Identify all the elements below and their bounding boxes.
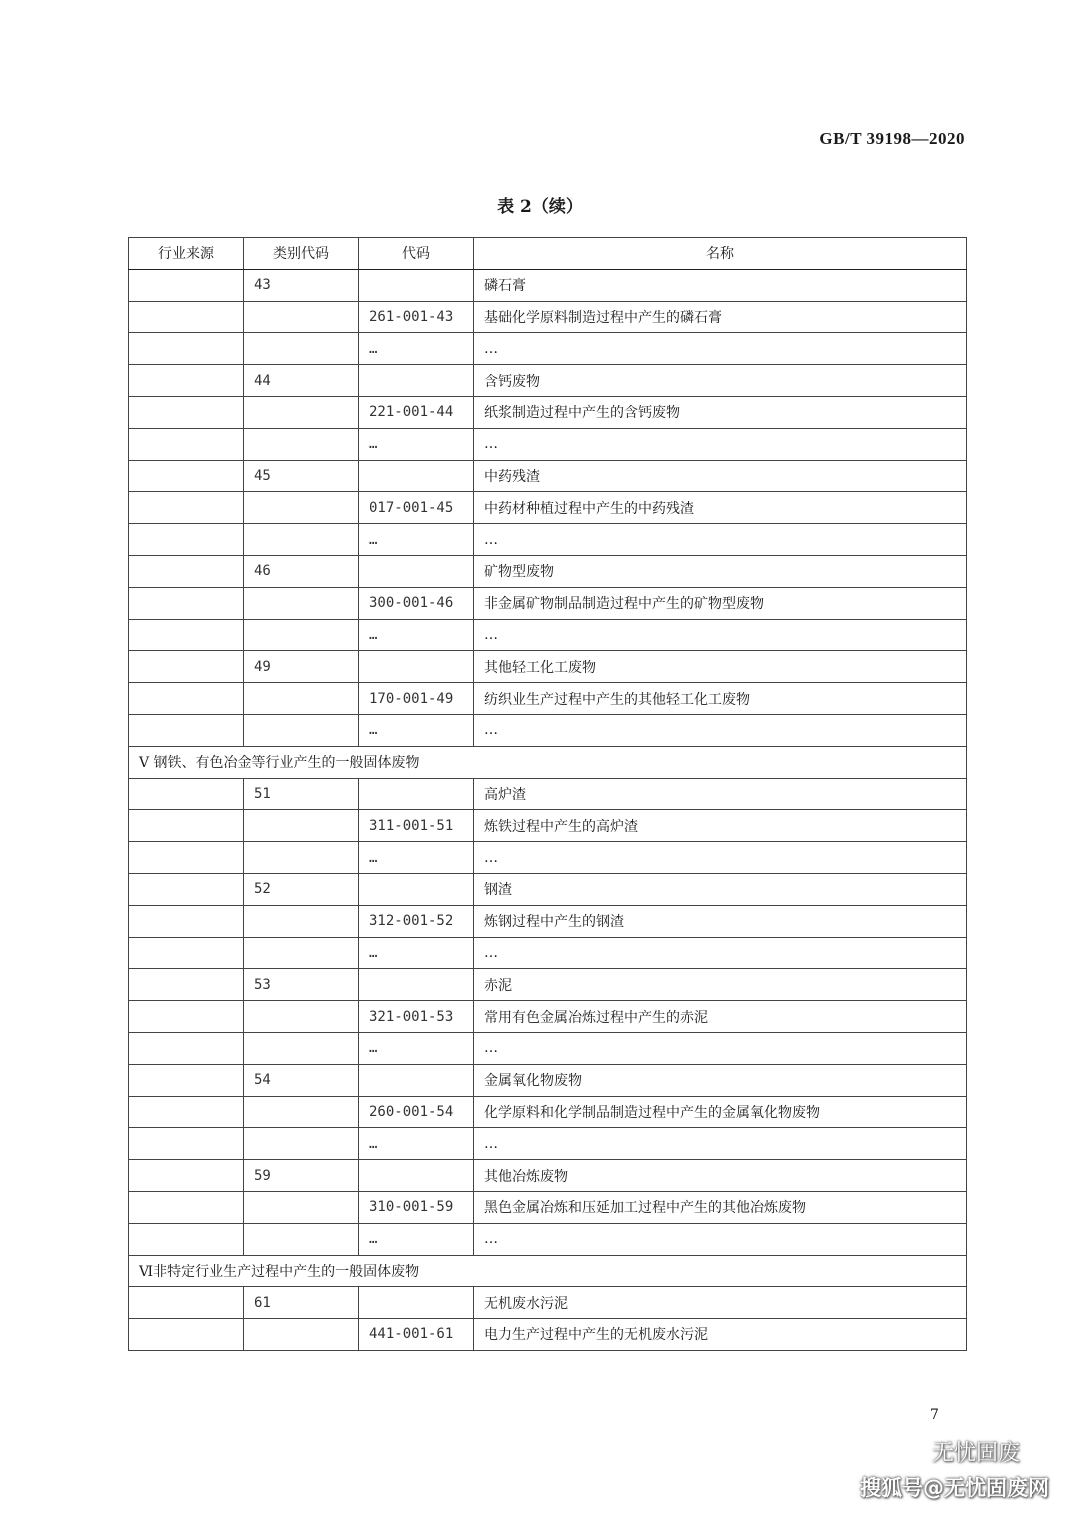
cell-category-code [244, 1319, 359, 1351]
cell-code: … [359, 524, 474, 556]
cell-name: … [474, 333, 967, 365]
cell-industry-source [129, 587, 244, 619]
cell-industry-source [129, 301, 244, 333]
cell-code: … [359, 714, 474, 746]
table-row [129, 492, 967, 524]
cell-code [359, 969, 474, 1001]
cell-industry-source [129, 269, 244, 301]
column-header-code: 代码 [359, 238, 474, 270]
cell-code [359, 651, 474, 683]
cell-industry-source [129, 1064, 244, 1096]
cell-name: 无机废水污泥 [474, 1287, 967, 1319]
cell-industry-source [129, 1096, 244, 1128]
cell-category-code [244, 492, 359, 524]
cell-category-code [244, 842, 359, 874]
cell-name: 中药材种植过程中产生的中药残渣 [474, 492, 967, 524]
table-row [129, 651, 967, 683]
table-row [129, 1096, 967, 1128]
cell-industry-source [129, 1287, 244, 1319]
table-body [129, 269, 967, 1350]
table-row [129, 683, 967, 715]
cell-code [359, 365, 474, 397]
cell-code: 300-001-46 [359, 587, 474, 619]
cell-industry-source [129, 651, 244, 683]
cell-industry-source [129, 555, 244, 587]
cell-category-code [244, 524, 359, 556]
cell-code: 441-001-61 [359, 1319, 474, 1351]
cell-category-code: 61 [244, 1287, 359, 1319]
table-row [129, 778, 967, 810]
column-header-category-code: 类别代码 [244, 238, 359, 270]
cell-industry-source [129, 492, 244, 524]
cell-industry-source [129, 842, 244, 874]
watermark [860, 1432, 1070, 1522]
cell-name: … [474, 1223, 967, 1255]
table-row [129, 301, 967, 333]
cell-industry-source [129, 1223, 244, 1255]
table-row [129, 524, 967, 556]
cell-name: 炼铁过程中产生的高炉渣 [474, 810, 967, 842]
cell-code [359, 1287, 474, 1319]
table-row [129, 365, 967, 397]
cell-category-code: 46 [244, 555, 359, 587]
table-row [129, 873, 967, 905]
cell-code: 170-001-49 [359, 683, 474, 715]
table-row [129, 333, 967, 365]
cell-name: 矿物型废物 [474, 555, 967, 587]
cell-industry-source [129, 428, 244, 460]
table-row [129, 460, 967, 492]
cell-code: 311-001-51 [359, 810, 474, 842]
cell-category-code: 51 [244, 778, 359, 810]
table-row [129, 1191, 967, 1223]
cell-category-code [244, 428, 359, 460]
cell-code [359, 873, 474, 905]
table-header-row [129, 238, 967, 270]
cell-code: … [359, 842, 474, 874]
table-row [129, 1064, 967, 1096]
cell-category-code [244, 587, 359, 619]
cell-industry-source [129, 873, 244, 905]
cell-name: 纸浆制造过程中产生的含钙废物 [474, 396, 967, 428]
cell-industry-source [129, 905, 244, 937]
cell-name: … [474, 619, 967, 651]
cell-code [359, 1064, 474, 1096]
cell-name: 赤泥 [474, 969, 967, 1001]
cell-name: 金属氧化物废物 [474, 1064, 967, 1096]
cell-name: … [474, 524, 967, 556]
table-row [129, 1128, 967, 1160]
table-row [129, 905, 967, 937]
cell-code [359, 555, 474, 587]
cell-name: … [474, 1032, 967, 1064]
cell-category-code [244, 301, 359, 333]
cell-industry-source [129, 1160, 244, 1192]
table-row [129, 1319, 967, 1351]
cell-code: 310-001-59 [359, 1191, 474, 1223]
cell-code: … [359, 1128, 474, 1160]
cell-code: 221-001-44 [359, 396, 474, 428]
cell-industry-source [129, 1128, 244, 1160]
cell-category-code [244, 810, 359, 842]
table-row [129, 396, 967, 428]
table-row [129, 619, 967, 651]
table-caption: 表 2（续） [497, 197, 583, 217]
table-row [129, 1032, 967, 1064]
cell-category-code: 43 [244, 269, 359, 301]
cell-industry-source [129, 460, 244, 492]
cell-category-code [244, 1096, 359, 1128]
cell-code: 261-001-43 [359, 301, 474, 333]
cell-industry-source [129, 810, 244, 842]
table-row [129, 969, 967, 1001]
page-number: 7 [930, 1407, 939, 1423]
cell-name: 其他冶炼废物 [474, 1160, 967, 1192]
cell-code: … [359, 333, 474, 365]
cell-industry-source [129, 524, 244, 556]
cell-category-code: 44 [244, 365, 359, 397]
table-row [129, 714, 967, 746]
cell-code [359, 778, 474, 810]
cell-industry-source [129, 1001, 244, 1033]
section-title: V 钢铁、有色冶金等行业产生的一般固体废物 [129, 746, 967, 778]
cell-industry-source [129, 619, 244, 651]
cell-name: 常用有色金属冶炼过程中产生的赤泥 [474, 1001, 967, 1033]
cell-code [359, 460, 474, 492]
cell-industry-source [129, 1032, 244, 1064]
cell-category-code [244, 1128, 359, 1160]
cell-industry-source [129, 714, 244, 746]
cell-name: 纺织业生产过程中产生的其他轻工化工废物 [474, 683, 967, 715]
table-row [129, 842, 967, 874]
table-row [129, 1160, 967, 1192]
cell-category-code: 49 [244, 651, 359, 683]
cell-category-code: 59 [244, 1160, 359, 1192]
cell-name: 化学原料和化学制品制造过程中产生的金属氧化物废物 [474, 1096, 967, 1128]
cell-code [359, 269, 474, 301]
cell-code: … [359, 1223, 474, 1255]
cell-name: 黑色金属冶炼和压延加工过程中产生的其他冶炼废物 [474, 1191, 967, 1223]
cell-name: 磷石膏 [474, 269, 967, 301]
cell-industry-source [129, 333, 244, 365]
cell-name: 钢渣 [474, 873, 967, 905]
cell-category-code [244, 1223, 359, 1255]
cell-category-code: 52 [244, 873, 359, 905]
cell-code [359, 1160, 474, 1192]
cell-industry-source [129, 396, 244, 428]
cell-code: … [359, 937, 474, 969]
cell-name: 其他轻工化工废物 [474, 651, 967, 683]
cell-code: … [359, 619, 474, 651]
cell-name: 高炉渣 [474, 778, 967, 810]
cell-name: 非金属矿物制品制造过程中产生的矿物型废物 [474, 587, 967, 619]
cell-category-code [244, 905, 359, 937]
section-title: Ⅵ非特定行业生产过程中产生的一般固体废物 [129, 1255, 967, 1287]
cell-industry-source [129, 1319, 244, 1351]
cell-name: 电力生产过程中产生的无机废水污泥 [474, 1319, 967, 1351]
section-row [129, 746, 967, 778]
cell-category-code [244, 1032, 359, 1064]
column-header-industry-source: 行业来源 [129, 238, 244, 270]
table-row [129, 1287, 967, 1319]
cell-name: … [474, 428, 967, 460]
cell-name: … [474, 842, 967, 874]
cell-category-code: 54 [244, 1064, 359, 1096]
watermark-brand: 无忧固废 [932, 1441, 1021, 1466]
cell-industry-source [129, 969, 244, 1001]
cell-name: 中药残渣 [474, 460, 967, 492]
cell-category-code: 53 [244, 969, 359, 1001]
cell-category-code [244, 1001, 359, 1033]
cell-code: 312-001-52 [359, 905, 474, 937]
cell-category-code [244, 683, 359, 715]
cell-category-code [244, 619, 359, 651]
column-header-name: 名称 [474, 238, 967, 270]
cell-name: 含钙废物 [474, 365, 967, 397]
cell-industry-source [129, 683, 244, 715]
cell-name: … [474, 937, 967, 969]
cell-industry-source [129, 937, 244, 969]
cell-category-code [244, 714, 359, 746]
table-row [129, 269, 967, 301]
section-row [129, 1255, 967, 1287]
table-row [129, 810, 967, 842]
table-row [129, 1223, 967, 1255]
cell-industry-source [129, 365, 244, 397]
cell-industry-source [129, 1191, 244, 1223]
cell-category-code [244, 396, 359, 428]
table-row [129, 937, 967, 969]
table-row [129, 587, 967, 619]
wechat-icon [894, 1438, 928, 1466]
cell-category-code [244, 937, 359, 969]
table-row [129, 428, 967, 460]
watermark-sohu: 搜狐号@无忧固废网 [860, 1476, 1049, 1500]
cell-category-code: 45 [244, 460, 359, 492]
cell-category-code [244, 333, 359, 365]
cell-industry-source [129, 778, 244, 810]
table-row [129, 1001, 967, 1033]
standard-number: GB/T 39198—2020 [819, 129, 965, 148]
cell-category-code [244, 1191, 359, 1223]
cell-code: 321-001-53 [359, 1001, 474, 1033]
waste-table [128, 237, 967, 1351]
cell-name: 炼钢过程中产生的钢渣 [474, 905, 967, 937]
cell-code: 260-001-54 [359, 1096, 474, 1128]
cell-code: 017-001-45 [359, 492, 474, 524]
cell-name: … [474, 1128, 967, 1160]
cell-name: 基础化学原料制造过程中产生的磷石膏 [474, 301, 967, 333]
table-row [129, 555, 967, 587]
cell-name: … [474, 714, 967, 746]
cell-code: … [359, 1032, 474, 1064]
cell-code: … [359, 428, 474, 460]
